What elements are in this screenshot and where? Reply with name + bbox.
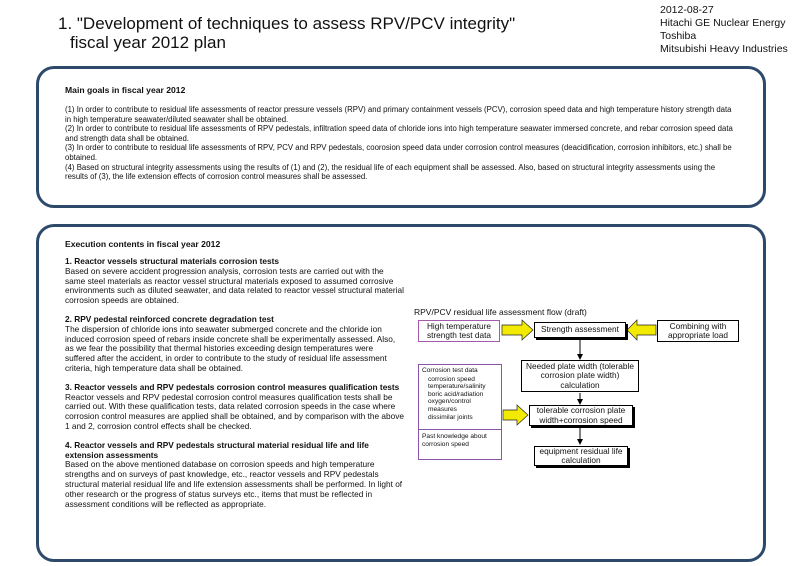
corrosion-data-item: corrosion speed — [428, 375, 475, 383]
section-title: 3. Reactor vessels and RPV pedestals corrosion control measures qualification tests — [65, 381, 400, 392]
org-mhi: Mitsubishi Heavy Industries — [660, 43, 788, 55]
divider — [419, 429, 501, 430]
date: 2012-08-27 — [660, 4, 714, 16]
org-toshiba: Toshiba — [660, 30, 697, 42]
section-title: 1. Reactor vessels structural materials corrosion tests — [65, 256, 279, 266]
arrow-combining-to-strength — [627, 320, 656, 340]
strength-assessment-box: Strength assessment — [534, 322, 626, 338]
corrosion-data-item: oxygen/control measures — [428, 398, 471, 413]
title-line-2: fiscal year 2012 plan — [70, 33, 226, 52]
residual-life-box: equipment residual life calculation — [534, 446, 628, 466]
section-body: Reactor vessels and RPV pedestal corrosion control measures qualification tests shall be carried out. With these qualification tests, data related corrosion speeds in the case where corrosion control measures are applied shall be obtained, and by comparison with the above 1 and 2, corrosion control effects shall be checked. — [65, 391, 404, 431]
needed-plate-width-box: Needed plate width (tolerable corrosion plate width) calculation — [521, 360, 639, 392]
corrosion-data-item: dissimilar joints — [428, 413, 473, 421]
corrosion-data-item: boric acid/radiation — [428, 390, 484, 398]
arrow-hightemp-to-strength — [502, 320, 533, 340]
goal-item: (4) Based on structural integrity assessments using the results of (1) and (2), the residual life of each equipment shall be assessed. Also, based on structural integrity assessments using the results of (3), the life extension effects of corrosion control measures shall be assessed. — [65, 162, 716, 182]
high-temp-strength-box: High temperature strength test data — [418, 320, 500, 342]
tolerable-corrosion-box: tolerable corrosion plate width+corrosion speed — [529, 405, 633, 426]
goal-item: (3) In order to contribute to residual life assessments of RPV, PCV and RPV pedestals, coorosion speed data under corrosion control measures (deacidification, corrosion inhibitors, etc.) shall be obtained. — [65, 143, 732, 162]
corrosion-test-data-box — [418, 364, 502, 460]
section-title: 4. Reactor vessels and RPV pedestals structural material residual life and life extension assessments — [65, 439, 369, 460]
past-knowledge-text: Past knowledge about corrosion speed — [422, 433, 487, 448]
goal-item: (2) In order to contribute to residual life assessments of RPV pedestals, infiltration speed data of chloride ions into high temperature seawater immersed concrete, and rebar corrosion speed data and strength data shall be obtained. — [65, 124, 733, 143]
arrow-corrosion-to-tolerable — [503, 405, 528, 425]
flow-title: RPV/PCV residual life assessment flow (draft) — [414, 307, 587, 317]
section-body: Based on severe accident progression analysis, corrosion tests are carried out with the same steel materials as reactor vessel structural materials exposed to assumed corrosive environments such as diluted seawater, and data related to reactor vessel structural material corrosion speeds are obtained. — [65, 265, 404, 306]
combining-load-box: Combining with appropriate load — [657, 320, 739, 342]
section-body: The dispersion of chloride ions into seawater submerged concrete and the chloride ion induced corrosion speed of rebars inside concrete shall be experimentally assessed. Also, as we fear the possibility that thermal histories exceeding design temperatures were suffered after the accident, in order to contribute to the study of residual life assessment criteria, high temperature data shall be obtained. — [65, 323, 396, 373]
org-hitachi: Hitachi GE Nuclear Energy — [660, 17, 786, 29]
goals-heading: Main goals in fiscal year 2012 — [65, 85, 186, 95]
corrosion-data-item: temperature/salinity — [428, 383, 486, 391]
corrosion-data-title: Corrosion test data — [422, 367, 478, 374]
execution-heading: Execution contents in fiscal year 2012 — [65, 239, 221, 249]
goal-item: (1) In order to contribute to residual life assessments of reactor pressure vessels (RPV) and primary containment vessels (PCV), corrosion speed data and high temperature history strength data in high temperature seawater/diluted seawater shall be obtained. — [65, 105, 732, 124]
section-body: Based on the above mentioned database on corrosion speeds and high temperature strengths and on surveys of past knowledge, etc., reactor vessels and RPV pedestals structural material residual life and life extension assessments shall be performed. In light of other research or the progress of status surveys etc., items that must be reflected in assessment conditions will be reflected as appropriate. — [65, 459, 403, 509]
section-title: 2. RPV pedestal reinforced concrete degradation test — [65, 313, 274, 324]
title-line-1: 1. "Development of techniques to assess RPV/PCV integrity" — [58, 14, 516, 33]
